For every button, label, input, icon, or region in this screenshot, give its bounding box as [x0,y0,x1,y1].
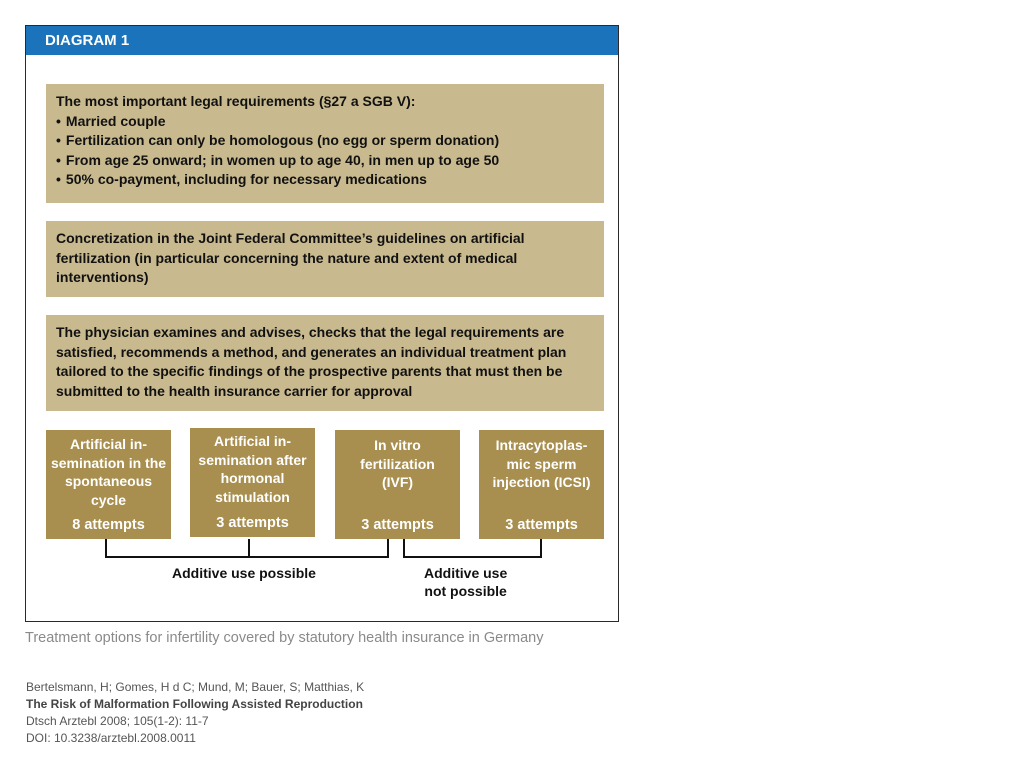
option-name-line: fertilization [360,455,435,472]
option-name-line: In vitro [374,437,421,453]
option-name-line: Artificial in- [69,436,147,452]
citation-authors: Bertelsmann, H; Gomes, H d C; Mund, M; Bauer, S; Matthias, K [26,680,365,694]
additive-not-possible-label: Additive use not possible [424,565,508,599]
physician-line: The physician examines and advises, checks that the legal requirements are [56,324,565,340]
additive-connectors [26,26,620,623]
option-name-line: mic sperm [506,455,577,472]
option-name-line: injection (ICSI) [492,474,591,490]
option-name-line: Artificial in- [213,433,291,449]
option-attempts: 3 attempts [216,515,289,531]
option-attempts: 3 attempts [361,517,434,533]
citation [26,679,364,747]
option-attempts: 8 attempts [72,517,145,533]
option-name-line: hormonal [220,470,285,486]
physician-line: satisfied, recommends a method, and generates an individual treatment plan [56,343,567,360]
diagram-header: DIAGRAM 1 [26,26,618,55]
citation-doi: DOI: 10.3238/arztebl.2008.0011 [26,731,196,745]
option-name-line: Intracytoplas- [495,437,588,453]
additive-not-possible-bracket [404,539,541,557]
option-name-line: spontaneous [64,473,153,489]
concretization-line: Concretization in the Joint Federal Committee’s guidelines on artificial [56,230,525,246]
option-name-line: semination in the [50,454,167,471]
concretization-line: fertilization (in particular concerning the nature and extent of medical [56,249,518,266]
additive-possible-label: Additive use possible [172,565,316,581]
figure-caption: Treatment options for infertility covered by statutory health insurance in Germany [25,630,544,646]
diagram-figure [25,25,619,622]
requirement-item: • From age 25 onward; in women up to age 40, in men up to age 50 [56,151,594,171]
physician-line: tailored to the specific findings of the prospective parents that must then be [56,363,563,379]
requirement-item: • 50% co-payment, including for necessary medications [56,170,594,190]
requirement-item: • Married couple [56,112,594,132]
concretization-line: interventions) [56,269,149,285]
option-name-line: (IVF) [381,474,414,490]
physician-line: submitted to the health insurance carrier for approval [56,382,413,399]
option-name-line: cycle [90,491,127,508]
option-name-line: stimulation [215,488,290,505]
requirement-item: • Fertilization can only be homologous (no egg or sperm donation) [56,131,594,151]
option-attempts: 3 attempts [505,517,578,533]
option-name-line: semination after [198,451,307,468]
citation-title: The Risk of Malformation Following Assisted Reproduction [26,697,363,711]
citation-journal: Dtsch Arztebl 2008; 105(1-2): 11-7 [26,714,209,728]
additive-possible-bracket [106,539,388,557]
legal-requirements-title: The most important legal requirements (§27 a SGB V): [56,93,416,109]
